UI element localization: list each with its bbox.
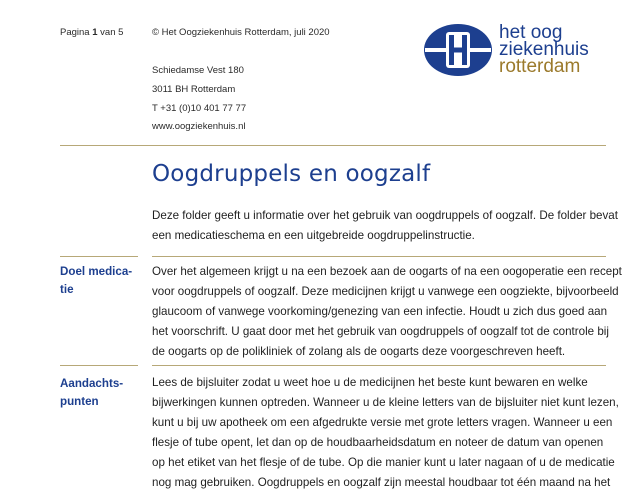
body-line: glaucoom of vanwege voorkoming/genezing van een infectie. Houdt u zich dus goed aan	[152, 305, 608, 318]
body-line: voor oogdruppels of oogzalf. Deze medicijnen krijgt u vanwege een oogziekte, bijvoorbeeld	[152, 285, 619, 298]
body-line: op het etiket van het flesje of de tube. Op die manier kunt u later nagaan of u de medicatie	[152, 456, 615, 469]
section-divider-body-2	[152, 365, 606, 366]
section-body-doel-medicatie	[152, 262, 622, 362]
intro-line: Deze folder geeft u informatie over het gebruik van oogdruppels of oogzalf. De folder bevat	[152, 209, 618, 222]
page-indicator	[60, 27, 123, 38]
body-line: het voorschrift. U gaat door met het gebruik van oogdruppels of oogzalf tot de controle bij	[152, 325, 609, 338]
document-title: Oogdruppels en oogzalf	[152, 161, 431, 187]
page-of: van 5	[100, 27, 124, 38]
address-street: Schiedamse Vest 180	[152, 65, 244, 76]
address-city: 3011 BH Rotterdam	[152, 84, 236, 95]
address-website: www.oogziekenhuis.nl	[152, 121, 246, 132]
header-divider	[60, 145, 606, 146]
copyright-notice: © Het Oogziekenhuis Rotterdam, juli 2020	[152, 27, 330, 38]
section-divider-label-2	[60, 365, 138, 366]
intro-paragraph	[152, 206, 618, 246]
logo-line-2: ziekenhuis	[499, 39, 589, 60]
section-label-doel-medicatie: Doel medica- tie	[60, 265, 133, 296]
page-number: 1	[92, 27, 98, 38]
section-divider-label-1	[60, 256, 138, 257]
address-phone: T +31 (0)10 401 77 77	[152, 103, 247, 114]
body-line: Over het algemeen krijgt u na een bezoek aan de oogarts of na een oogoperatie een recept	[152, 265, 622, 278]
section-divider-body-1	[152, 256, 606, 257]
page-prefix: Pagina	[60, 27, 90, 38]
body-line: flesje of tube opent, let dan op de houdbaarheidsdatum en noteer de datum van openen	[152, 436, 604, 449]
hospital-logo	[423, 22, 613, 82]
body-line: bijwerkingen kunnen optreden. Wanneer u de kleine letters van de bijsluiter niet kunt lezen,	[152, 396, 619, 409]
body-line: kunt u bij uw apotheek om een afgedrukte versie met grote letters vragen. Wanneer u een	[152, 416, 613, 429]
body-line: de oogarts op de polikliniek of zolang als de oogarts deze voorgeschreven heeft.	[152, 345, 566, 358]
body-line: Lees de bijsluiter zodat u weet hoe u de medicijnen het beste kunt bewaren en welke	[152, 376, 588, 389]
logo-line-1: het oog	[499, 22, 563, 43]
logo-line-3: rotterdam	[499, 56, 581, 77]
intro-line: een medicatieschema en een uitgebreide oogdruppelinstructie.	[152, 229, 475, 242]
section-label-aandachtspunten: Aandachts- punten	[60, 377, 124, 408]
body-line: nog mag gebruiken. Oogdruppels en oogzalf zijn meestal houdbaar tot één maand na het	[152, 476, 611, 489]
section-body-aandachtspunten	[152, 373, 619, 493]
logo-h-icon	[423, 22, 493, 78]
